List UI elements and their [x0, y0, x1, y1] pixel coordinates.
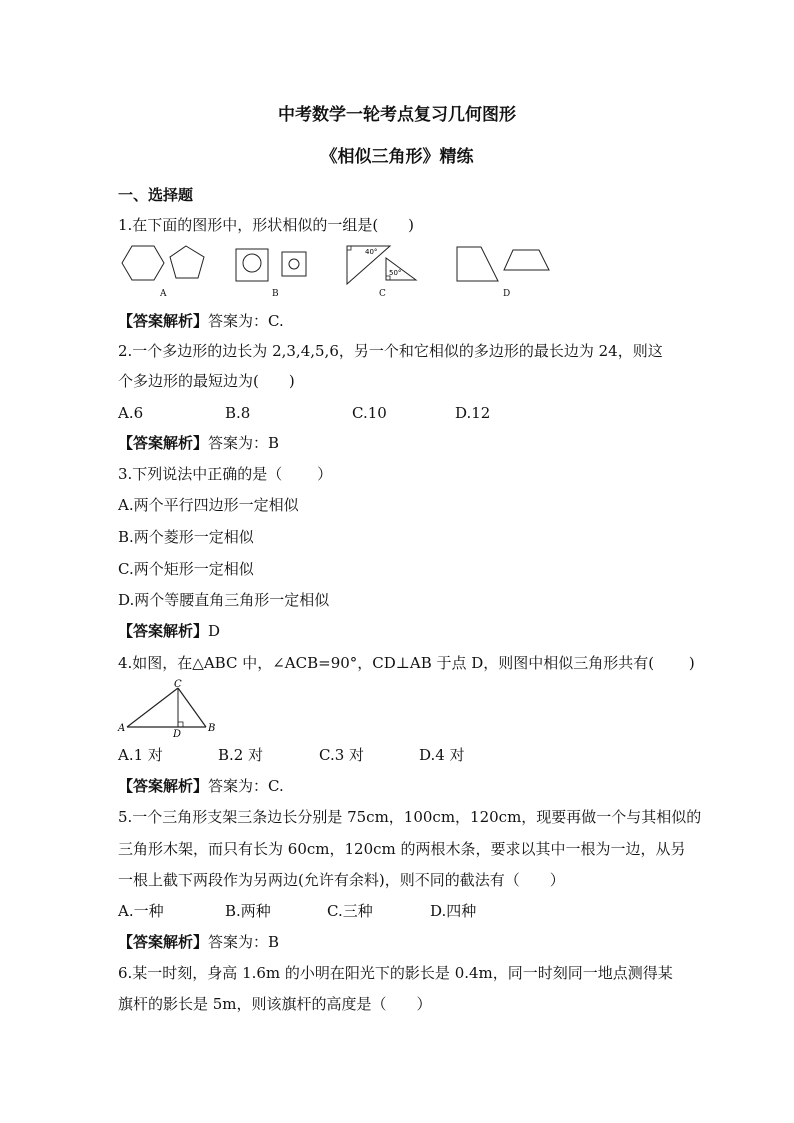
q4-option-b: B.2 对 — [218, 746, 264, 764]
answer-text: D — [208, 622, 221, 640]
hexagon-shape — [122, 246, 164, 280]
answer-1 — [118, 312, 284, 330]
angle-40-label: 40° — [365, 248, 378, 256]
q5-option-a: A.一种 — [118, 902, 164, 920]
answer-label: 【答案解析】 — [118, 312, 209, 330]
answer-text: 答案为：B — [208, 434, 280, 452]
q1-label-d: D — [503, 289, 511, 299]
answer-4 — [118, 777, 284, 795]
page-title: 中考数学一轮考点复习几何图形 — [278, 105, 516, 125]
answer-label: 【答案解析】 — [118, 933, 209, 951]
answer-5 — [118, 933, 279, 951]
q3-option-a: A.两个平行四边形一定相似 — [118, 496, 299, 514]
point-c-label: C — [174, 679, 182, 690]
angle-50-label: 50° — [389, 269, 402, 277]
q3-option-d: D.两个等腰直角三角形一定相似 — [118, 591, 330, 609]
question-5-line-1: 5.一个三角形支架三条边长分别是 75cm，100cm，120cm，现要再做一个与其相似的 — [118, 808, 702, 826]
q1-label-c: C — [379, 289, 386, 299]
question-1: 1.在下面的图形中，形状相似的一组是( ) — [118, 216, 415, 234]
q4-option-a: A.1 对 — [118, 746, 163, 764]
question-5-line-2: 三角形木架，而只有长为 60cm，120cm 的两根木条，要求以其中一根为一边，从另 — [118, 840, 686, 858]
small-trapezoid-shape — [504, 250, 549, 270]
q1-label-b: B — [272, 289, 279, 299]
q2-option-b: B.8 — [225, 404, 251, 422]
q4-option-d: D.4 对 — [419, 746, 465, 764]
q1-figures — [118, 244, 558, 288]
q2-option-a: A.6 — [118, 404, 144, 422]
q4-option-c: C.3 对 — [319, 746, 365, 764]
triangle-abc-figure — [118, 678, 228, 738]
answer-text: 答案为：C. — [208, 777, 284, 795]
answer-2 — [118, 434, 279, 452]
answer-label: 【答案解析】 — [118, 622, 209, 640]
large-trapezoid-shape — [457, 247, 498, 281]
q5-option-d: D.四种 — [430, 902, 477, 920]
question-4: 4.如图，在△ABC 中，∠ACB=90°，CD⊥AB 于点 D，则图中相似三角形共有( ) — [118, 654, 695, 672]
q5-option-b: B.两种 — [225, 902, 271, 920]
question-6-line-1: 6.某一时刻，身高 1.6m 的小明在阳光下的影长是 0.4m，同一时刻同一地点测得某 — [118, 964, 673, 982]
answer-3 — [118, 622, 220, 640]
small-circle-shape — [289, 259, 299, 269]
question-2-line-1: 2.一个多边形的边长为 2,3,4,5,6，另一个和它相似的多边形的最长边为 24，则这 — [118, 342, 663, 360]
question-5-line-3: 一根上截下两段作为另两边(允许有余料)，则不同的截法有（ ） — [118, 871, 565, 889]
question-3: 3.下列说法中正确的是（ ） — [118, 465, 333, 483]
q5-option-c: C.三种 — [327, 902, 373, 920]
point-d-label: D — [173, 729, 182, 740]
large-circle-shape — [243, 254, 261, 272]
question-2-line-2: 个多边形的最短边为( ) — [118, 372, 295, 390]
q3-option-b: B.两个菱形一定相似 — [118, 528, 254, 546]
q2-option-d: D.12 — [455, 404, 491, 422]
answer-text: 答案为：B — [208, 933, 280, 951]
q1-label-a: A — [160, 289, 167, 299]
pentagon-shape — [170, 246, 204, 278]
section-heading: 一、选择题 — [118, 186, 194, 204]
answer-label: 【答案解析】 — [118, 777, 209, 795]
q2-option-c: C.10 — [352, 404, 387, 422]
point-a-label: A — [118, 723, 126, 734]
answer-text: 答案为：C. — [208, 312, 284, 330]
point-b-label: B — [208, 723, 216, 734]
q3-option-c: C.两个矩形一定相似 — [118, 560, 254, 578]
question-6-line-2: 旗杆的影长是 5m，则该旗杆的高度是（ ） — [118, 995, 432, 1013]
answer-label: 【答案解析】 — [118, 434, 209, 452]
small-square-shape — [282, 252, 306, 276]
page-subtitle: 《相似三角形》精练 — [320, 147, 474, 167]
